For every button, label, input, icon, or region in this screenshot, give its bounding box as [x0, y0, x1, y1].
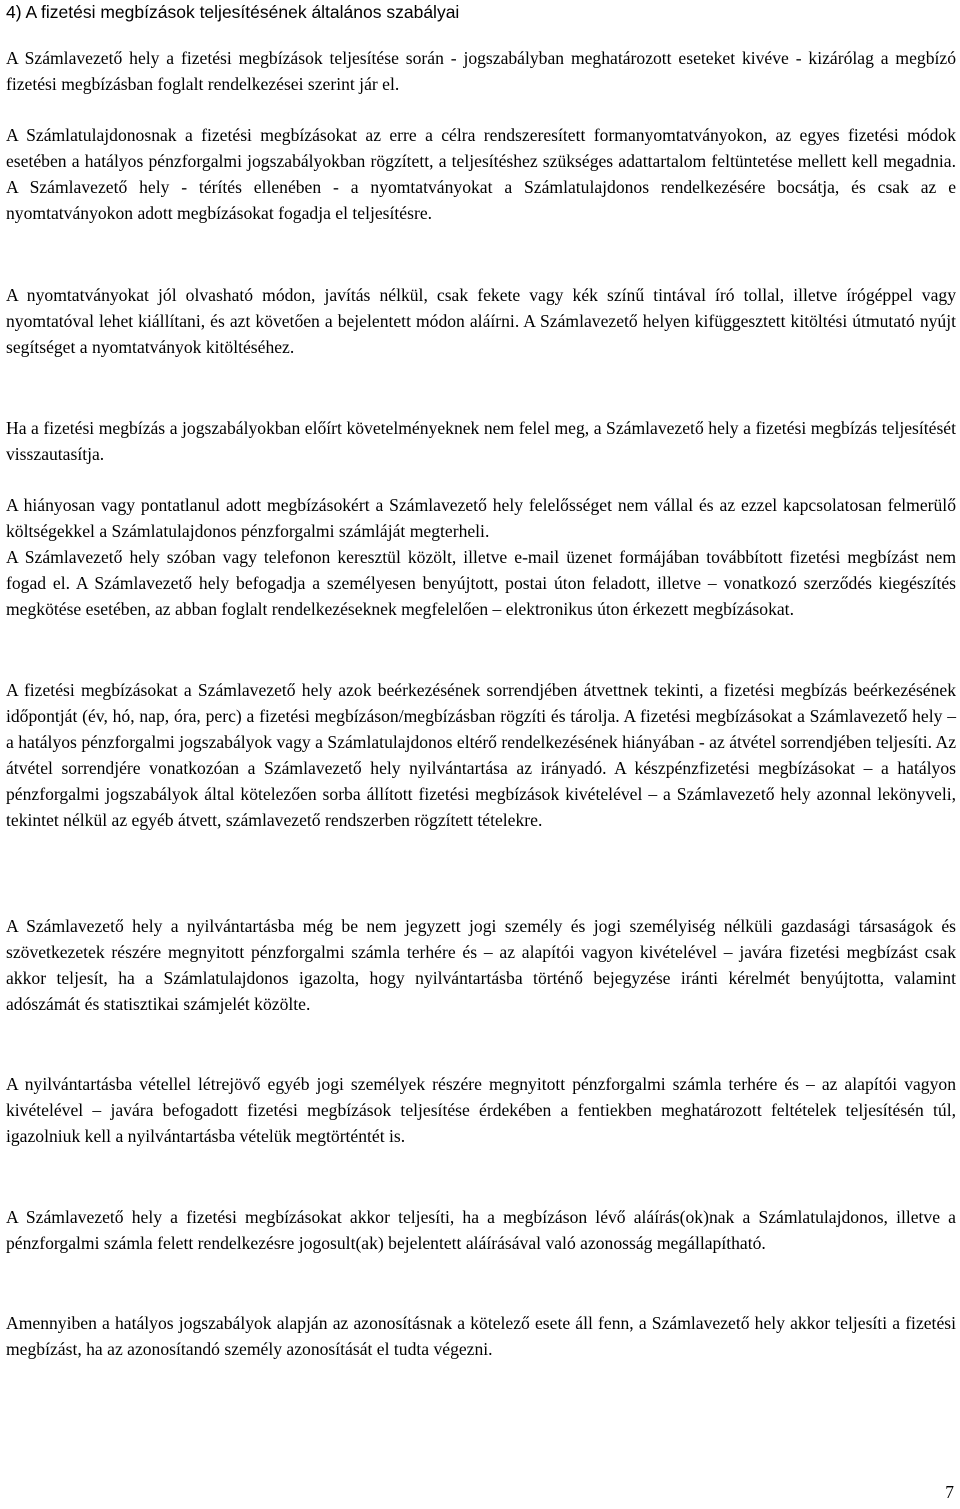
paragraph-5: A hiányosan vagy pontatlanul adott megbízásokért a Számlavezető hely felelősséget nem vállal és az ezzel kapcsolatosan felmerülő költségekkel a Számlatulajdonos pénzforgalmi számláját megterheli.: [6, 495, 956, 541]
paragraph-3: A nyomtatványokat jól olvasható módon, javítás nélkül, csak fekete vagy kék színű tintával író tollal, illetve írógéppel vagy nyomtatóval lehet kiállítani, és azt követően a bejelentett módon aláírni. A Számlavezető helyen kifüggesztett kitöltési útmutató nyújt segítséget a nyomtatványok kitöltéséhez.: [6, 285, 956, 357]
page-number: 7: [945, 1482, 954, 1502]
section-heading: 4) A fizetési megbízások teljesítésének általános szabályai: [6, 2, 460, 22]
paragraph-11: Amennyiben a hatályos jogszabályok alapján az azonosításnak a kötelező esete áll fenn, a Számlavezető hely akkor teljesíti a fizetési megbízást, ha az azonosítandó személy azonosítását el tudta végezni.: [6, 1313, 956, 1359]
paragraph-2: A Számlatulajdonosnak a fizetési megbízásokat az erre a célra rendszeresített formanyomtatványokon, az egyes fizetési módok esetében a hatályos pénzforgalmi jogszabályokban rögzített, a teljesítéshez szükséges adattartalom feltüntetése mellett kell megadnia. A Számlavezető hely - térítés ellenében - a nyomtatványokat a Számlatulajdonos rendelkezésére bocsátja, és csak az e nyomtatványokon adott megbízásokat fogadja el teljesítésre.: [6, 125, 956, 223]
paragraph-8: A Számlavezető hely a nyilvántartásba még be nem jegyzett jogi személy és jogi személyiség nélküli gazdasági társaságok és szövetkezetek részére megnyitott pénzforgalmi számla terhére és – az alapítói vagyon kivételével – javára fizetési megbízást csak akkor teljesít, ha a Számlatulajdonos igazolta, hogy nyilvántartásba történő bejegyzése iránti kérelmét benyújtotta, valamint adószámát és statisztikai számjelét közölte.: [6, 916, 956, 1014]
paragraph-9: A nyilvántartásba vétellel létrejövő egyéb jogi személyek részére megnyitott pénzforgalmi számla terhére és – az alapítói vagyon kivételével – javára befogadott fizetési megbízások teljesítése érdekében a fentiekben meghatározott feltételek teljesítésén túl, igazolniuk kell a nyilvántartásba vételük megtörténtét is.: [6, 1074, 956, 1146]
paragraph-10: A Számlavezető hely a fizetési megbízásokat akkor teljesíti, ha a megbízáson lévő aláírás(ok)nak a Számlatulajdonos, illetve a pénzforgalmi számla felett rendelkezésre jogosult(ak) bejelentett aláírásával való azonosság megállapítható.: [6, 1207, 956, 1253]
paragraph-6: A Számlavezető hely szóban vagy telefonon keresztül közölt, illetve e-mail üzenet formájában továbbított fizetési megbízást nem fogad el. A Számlavezető hely befogadja a személyesen benyújtott, postai úton feladott, illetve – vonatkozó szerződés kiegészítés megkötése esetében, az abban foglalt rendelkezéseknek megfelelően – elektronikus úton érkezett megbízásokat.: [6, 547, 956, 619]
paragraph-1: A Számlavezető hely a fizetési megbízások teljesítése során - jogszabályban meghatározott eseteket kivéve - kizárólag a megbízó fizetési megbízásban foglalt rendelkezései szerint jár el.: [6, 48, 956, 94]
paragraph-4: Ha a fizetési megbízás a jogszabályokban előírt követelményeknek nem felel meg, a Számlavezető hely a fizetési megbízás teljesítését visszautasítja.: [6, 418, 956, 464]
paragraph-7: A fizetési megbízásokat a Számlavezető hely azok beérkezésének sorrendjében átvettnek tekinti, a fizetési megbízás beérkezésének időpontját (év, hó, nap, óra, perc) a fizetési megbízáson/megbízásban rögzíti és tárolja. A fizetési megbízásokat a Számlavezető hely – a hatályos pénzforgalmi jogszabályok vagy a Számlatulajdonos eltérő rendelkezésének hiányában - az átvétel sorrendjében teljesíti. Az átvétel sorrendjére vonatkozóan a Számlavezető hely nyilvántartása az irányadó. A készpénzfizetési megbízásokat – a hatályos pénzforgalmi jogszabályok által kötelezően sorba állított fizetési megbízások kivételével – a Számlavezető hely azonnal lekönyveli, tekintet nélkül az egyéb átvett, számlavezető rendszerben rögzített tételekre.: [6, 680, 956, 830]
